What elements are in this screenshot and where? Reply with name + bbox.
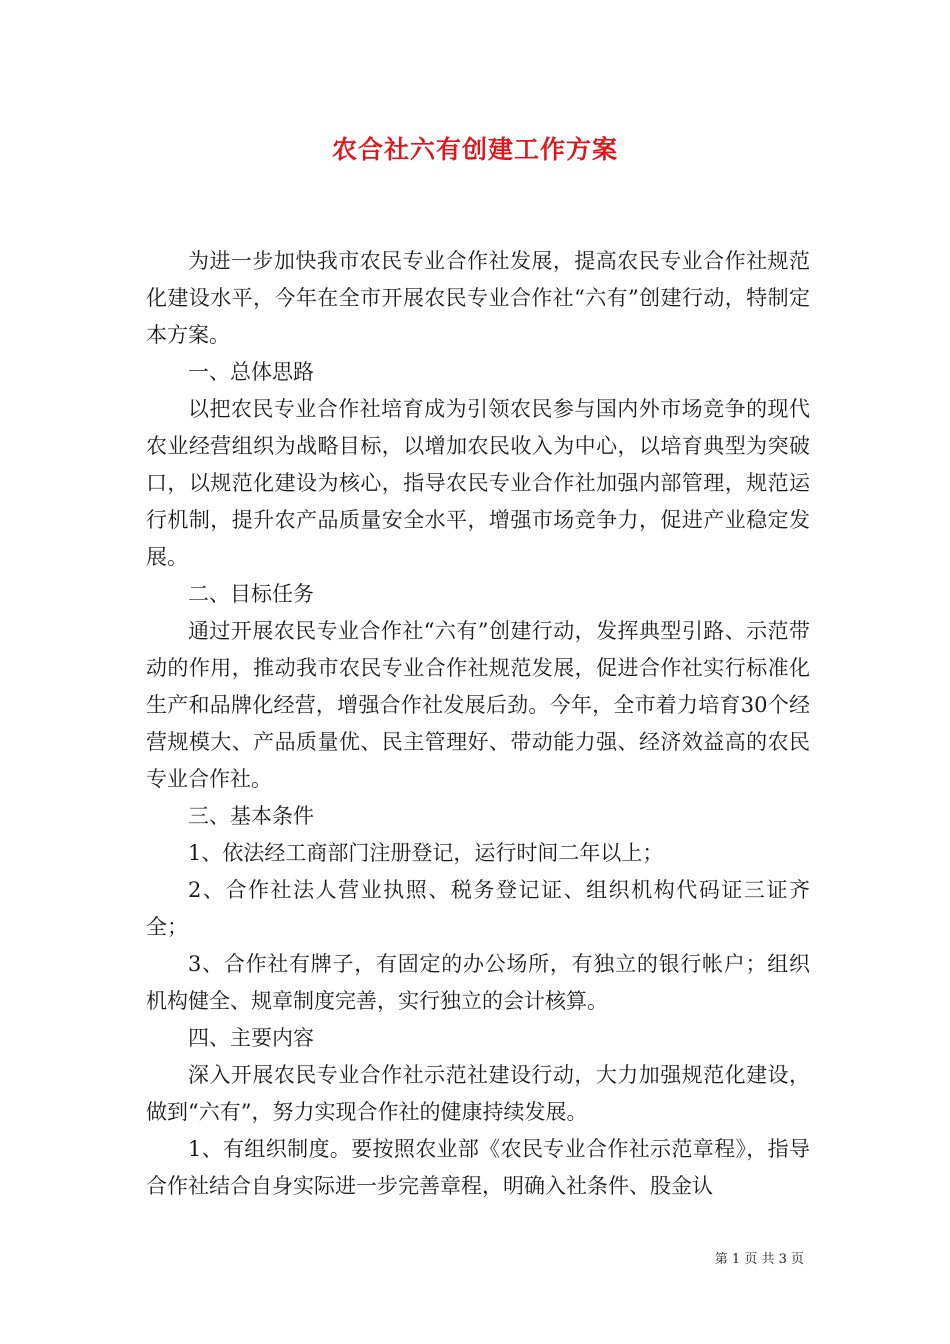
main-content-paragraph: 深入开展农民专业合作社示范社建设行动，大力加强规范化建设，做到“六有”，努力实现合作社的健康持续发展。 [146,1063,810,1124]
overall-idea-paragraph: 以把农民专业合作社培育成为引领农民参与国内外市场竞争的现代农业经营组织为战略目标，以增加农民收入为中心，以培育典型为突破口，以规范化建设为核心，指导农民专业合作社加强内部管理，规范运行机制，提升农产品质量安全水平，增强市场竞争力，促进产业稳定发展。 [146,397,810,569]
goals-paragraph: 通过开展农民专业合作社“六有”创建行动，发挥典型引路、示范带动的作用，推动我市农民专业合作社规范发展，促进合作社实行标准化生产和品牌化经营，增强合作社发展后劲。今年，全市着力培育30个经营规模大、产品质量优、民主管理好、带动能力强、经济效益高的农民专业合作社。 [146,619,810,791]
section-heading-basic-conditions: 三、基本条件 [188,804,314,828]
condition-item-3: 3、合作社有牌子，有固定的办公场所，有独立的银行帐户；组织机构健全、规章制度完善，实行独立的会计核算。 [146,952,810,1013]
page-footer: 第 1 页 共 3 页 [714,1252,804,1267]
section-heading-main-content: 四、主要内容 [188,1026,314,1050]
section-heading-goals: 二、目标任务 [188,582,314,606]
document-body [146,243,810,1205]
section-heading-overall-idea: 一、总体思路 [188,360,314,384]
document-title: 农合社六有创建工作方案 [331,135,618,164]
condition-item-2: 2、合作社法人营业执照、税务登记证、组织机构代码证三证齐全； [146,878,810,939]
content-item-1: 1、有组织制度。要按照农业部《农民专业合作社示范章程》，指导合作社结合自身实际进一步完善章程，明确入社条件、股金认 [146,1137,810,1198]
intro-paragraph: 为进一步加快我市农民专业合作社发展，提高农民专业合作社规范化建设水平，今年在全市开展农民专业合作社“六有”创建行动，特制定本方案。 [146,249,810,347]
condition-item-1: 1、依法经工商部门注册登记，运行时间二年以上； [188,841,664,865]
